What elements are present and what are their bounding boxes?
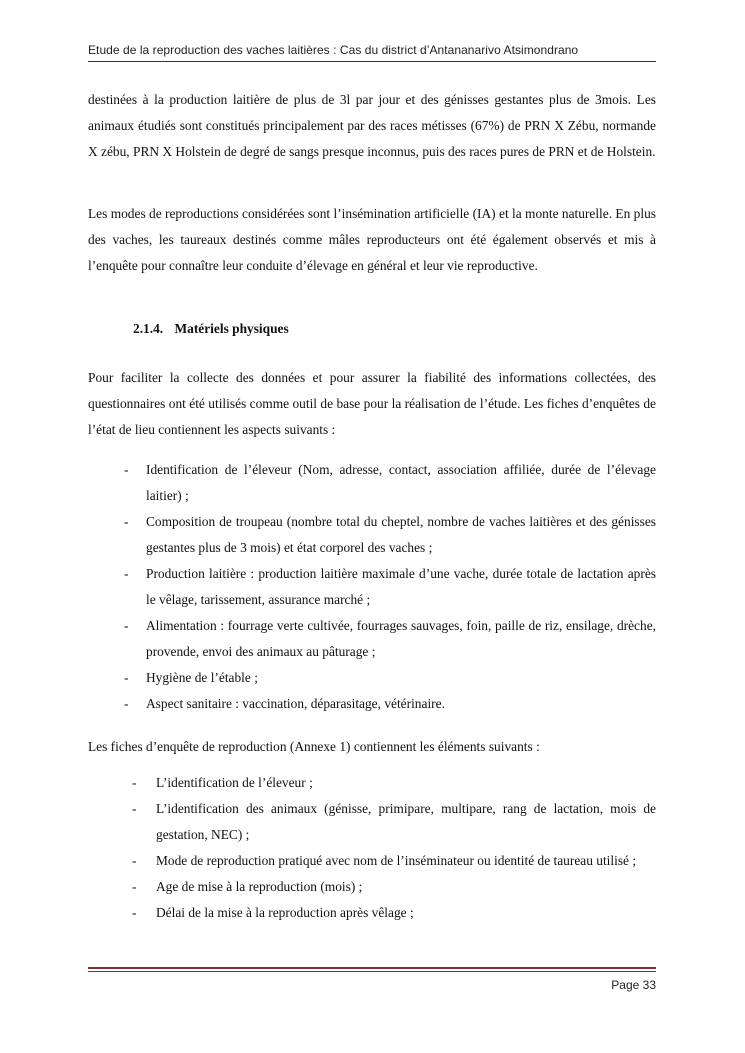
- bullet-dash: -: [132, 775, 137, 790]
- reproduction-elements-list: [88, 770, 656, 926]
- list-item: - Hygiène de l’étable ;: [88, 665, 656, 691]
- section-title: Matériels physiques: [174, 321, 289, 336]
- paragraph-races: destinées à la production laitière de plus de 3l par jour et des génisses gestantes plus de 3mois. Les animaux étudiés sont constitués principalement par des races métisses (67%) de PRN X Zébu, normande X zébu, PRN X Holstein de degré de sangs presque inconnus, puis des races pures de PRN et de Holstein.: [88, 92, 656, 159]
- list-item: - Identification de l’éleveur (Nom, adresse, contact, association affiliée, durée de l’élevage laitier) ;: [88, 457, 656, 509]
- list-item: - L’identification des animaux (génisse, primipare, multipare, rang de lactation, mois de gestation, NEC) ;: [88, 796, 656, 848]
- bullet-dash: -: [132, 905, 137, 920]
- survey-aspects-list: [88, 457, 656, 717]
- page-number: Page 33: [611, 978, 656, 992]
- footer-divider-thin: [88, 971, 656, 972]
- header-divider: [88, 61, 656, 62]
- bullet-dash: -: [132, 801, 137, 816]
- bullet-dash: -: [132, 879, 137, 894]
- running-header: Etude de la reproduction des vaches laitières : Cas du district d’Antananarivo Atsimondrano: [88, 43, 579, 57]
- bullet-dash: -: [124, 566, 129, 581]
- section-heading: [133, 321, 289, 337]
- paragraph-reproduction-forms: Les fiches d’enquête de reproduction (Annexe 1) contiennent les éléments suivants :: [88, 739, 540, 754]
- bullet-dash: -: [124, 696, 129, 711]
- list-item: - Délai de la mise à la reproduction après vêlage ;: [88, 900, 656, 926]
- bullet-dash: -: [124, 618, 129, 633]
- list-item: - Age de mise à la reproduction (mois) ;: [88, 874, 656, 900]
- list-item: - Aspect sanitaire : vaccination, déparasitage, vétérinaire.: [88, 691, 656, 717]
- list-item: - Mode de reproduction pratiqué avec nom de l’inséminateur ou identité de taureau utilisé ;: [88, 848, 656, 874]
- bullet-dash: -: [124, 670, 129, 685]
- paragraph-materials-intro: Pour faciliter la collecte des données et pour assurer la fiabilité des informations collectées, des questionnaires ont été utilisés comme outil de base pour la réalisation de l’étude. Les fiches d’enquêtes de l’état de lieu contiennent les aspects suivants :: [88, 370, 656, 437]
- list-item: - Production laitière : production laitière maximale d’une vache, durée totale de lactation après le vêlage, tarissement, assurance marché ;: [88, 561, 656, 613]
- bullet-dash: -: [124, 462, 129, 477]
- footer-divider-thick: [88, 967, 656, 969]
- paragraph-reproduction-modes: Les modes de reproductions considérées sont l’insémination artificielle (IA) et la monte naturelle. En plus des vaches, les taureaux destinés comme mâles reproducteurs ont été également observés et mis à l’enquête pour connaître leur conduite d’élevage en général et leur vie reproductive.: [88, 206, 656, 273]
- list-item: - L’identification de l’éleveur ;: [88, 770, 656, 796]
- section-number: 2.1.4.: [133, 321, 164, 336]
- bullet-dash: -: [132, 853, 137, 868]
- bullet-dash: -: [124, 514, 129, 529]
- list-item: - Alimentation : fourrage verte cultivée, fourrages sauvages, foin, paille de riz, ensilage, drèche, provende, envoi des animaux au pâturage ;: [88, 613, 656, 665]
- list-item: - Composition de troupeau (nombre total du cheptel, nombre de vaches laitières et des génisses gestantes plus de 3 mois) et état corporel des vaches ;: [88, 509, 656, 561]
